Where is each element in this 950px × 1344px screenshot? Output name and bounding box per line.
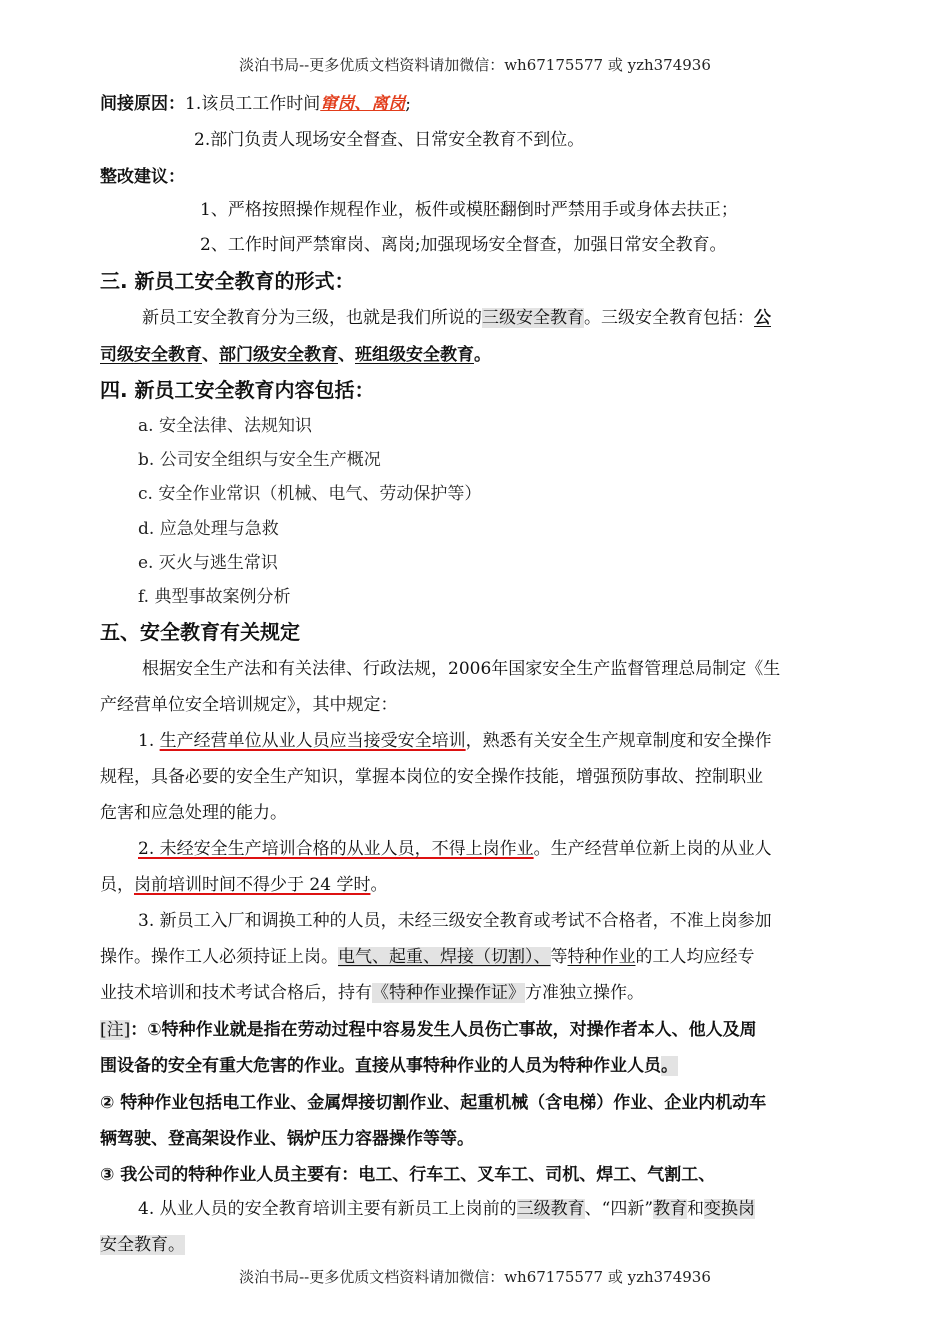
indirect-cause-line-2: 2.部门负责人现场安全督查、日常安全教育不到位。 [194,130,585,150]
rectify-item-1: 1、严格按照操作规程作业，板件或模胚翻倒时严禁用手或身体去扶正； [200,200,738,220]
section-5-title: 五、安全教育有关规定 [100,620,300,644]
section-3-paragraph-line-2: 司级安全教育、部门级安全教育、班组级安全教育。 [100,345,491,365]
rule-1-line-3: 危害和应急处理的能力。 [100,803,287,823]
section-5-intro-line-2: 产经营单位安全培训规定》，其中规定： [100,695,398,715]
list-item: f. 典型事故案例分析 [138,587,291,607]
note-2-line-2: 辆驾驶、登高架设作业、锅炉压力容器操作等等。 [100,1129,474,1149]
highlight-text: 三级安全教育 [482,308,584,328]
rule-2-line-2: 员，岗前培训时间不得少于 24 学时。 [100,875,388,895]
emphasis-text: 窜岗、离岗 [320,94,406,114]
highlight-text: 三级教育 [516,1199,585,1219]
rule-4-line-1: 4. 从业人员的安全教育培训主要有新员工上岗前的三级教育、“四新”教育和变换岗 [138,1199,756,1219]
note-3-line: ③ 我公司的特种作业人员主要有：电工、行车工、叉车工、司机、焊工、气割工、 [100,1165,716,1185]
rule-1-line-1: 1. 生产经营单位从业人员应当接受安全培训，熟悉有关安全生产规章制度和安全操作 [138,731,772,751]
page-footer: 淡泊书局--更多优质文档资料请加微信：wh67175577 或 yzh374936 [239,1268,711,1286]
indirect-cause-label: 间接原因： [100,94,185,114]
list-item: e. 灭火与逃生常识 [138,553,278,573]
section-4-title: 四. 新员工安全教育内容包括： [100,378,375,402]
note-1-line-2: 围设备的安全有重大危害的作业。直接从事特种作业的人员为特种作业人员。 [100,1056,678,1076]
red-underlined-text: 岗前培训时间不得少于 24 学时 [134,875,371,895]
section-3-title: 三. 新员工安全教育的形式： [100,269,355,293]
list-item: a. 安全法律、法规知识 [138,416,312,436]
note-2-line-1: ② 特种作业包括电工作业、金属焊接切割作业、起重机械（含电梯）作业、企业内机动车 [100,1093,767,1113]
indirect-cause-line-1: 间接原因：1.该员工工作时间窜岗、离岗; [100,94,411,114]
section-3-paragraph-line-1: 新员工安全教育分为三级，也就是我们所说的三级安全教育。三级安全教育包括：公 [142,308,771,328]
rule-1-line-2: 规程，具备必要的安全生产知识，掌握本岗位的安全操作技能，增强预防事故、控制职业 [100,767,763,787]
rule-3-line-3: 业技术培训和技术考试合格后，持有《特种作业操作证》方准独立操作。 [100,983,644,1003]
list-item: d. 应急处理与急救 [138,519,279,539]
highlight-text: 安全教育。 [100,1235,185,1255]
rule-2-line-1: 2. 未经安全生产培训合格的从业人员，不得上岗作业。生产经营单位新上岗的从业人 [138,839,772,859]
rectify-item-2: 2、工作时间严禁窜岗、离岗;加强现场安全督查，加强日常安全教育。 [200,235,727,255]
page-header: 淡泊书局--更多优质文档资料请加微信：wh67175577 或 yzh374936 [239,56,711,74]
section-5-intro-line-1: 根据安全生产法和有关法律、行政法规，2006年国家安全生产监督管理总局制定《生 [142,659,781,679]
red-underlined-text: 2. 未经安全生产培训合格的从业人员，不得上岗作业 [138,839,534,859]
highlight-text: 《特种作业操作证》 [372,983,525,1003]
list-item: b. 公司安全组织与安全生产概况 [138,450,381,470]
note-1-line-1: [注]：①特种作业就是指在劳动过程中容易发生人员伤亡事故，对操作者本人、他人及周 [100,1020,757,1040]
note-label: [注] [100,1020,131,1040]
red-underlined-text: 生产经营单位从业人员应当接受安全培训 [159,731,466,751]
rectify-label: 整改建议： [100,167,185,187]
rule-3-line-1: 3. 新员工入厂和调换工种的人员，未经三级安全教育或考试不合格者，不准上岗参加 [138,911,772,931]
list-item: c. 安全作业常识（机械、电气、劳动保护等） [138,484,482,504]
highlight-text: 电气、起重、焊接（切割）、 [338,947,551,967]
rule-3-line-2: 操作。操作工人必须持证上岗。电气、起重、焊接（切割）、等特种作业的工人均应经专 [100,947,755,967]
rule-4-line-2 [100,1234,185,1256]
